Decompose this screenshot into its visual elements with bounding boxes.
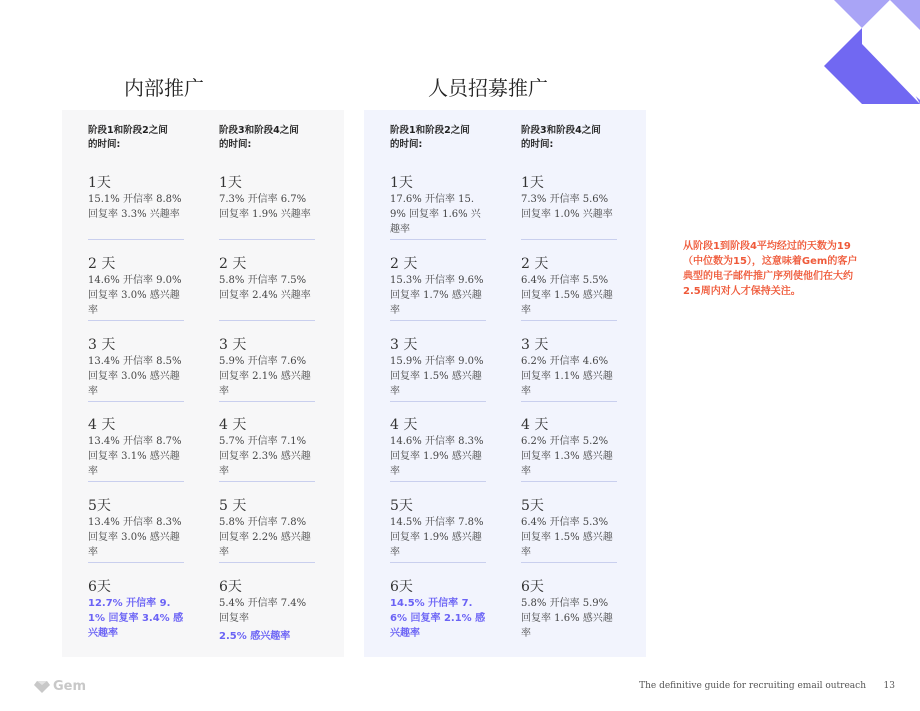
row-divider: [390, 401, 486, 402]
row-divider: [88, 481, 184, 482]
stage-column: [219, 124, 315, 642]
day-entry: [521, 174, 617, 222]
column-header: 阶段1和阶段2之间 的时间:: [88, 125, 168, 150]
footer-logo-text: Gem: [53, 679, 87, 694]
day-entry: [521, 255, 617, 318]
day-label: 1天: [88, 175, 111, 191]
day-label: 3 天: [88, 337, 116, 353]
day-label: 5 天: [219, 498, 247, 514]
day-stats: 5.8% 开信率 7.8% 回复率 2.2% 感兴趣率: [219, 517, 311, 558]
section-title-internal: 内部推广: [124, 76, 204, 100]
row-divider: [521, 401, 617, 402]
day-stats: 5.8% 开信率 7.5% 回复率 2.4% 兴趣率: [219, 275, 311, 301]
panel-recruiting: [364, 110, 646, 657]
panel-internal: [62, 110, 344, 657]
day-entry: [390, 497, 486, 560]
row-divider: [390, 481, 486, 482]
row-divider: [521, 239, 617, 240]
summary-note: 从阶段1到阶段4平均经过的天数为19（中位数为15），这意味着Gem的客户典型的电子邮件推广序列使他们在大约2.5周内对人才保持关注。: [683, 241, 858, 297]
day-label: 4 天: [219, 417, 247, 433]
page-number: 13: [883, 681, 895, 691]
day-stats: 7.3% 开信率 6.7% 回复率 1.9% 兴趣率: [219, 194, 311, 220]
row-divider: [219, 562, 315, 563]
row-divider: [521, 481, 617, 482]
day-label: 2 天: [88, 256, 116, 272]
footer-logo: [34, 679, 86, 694]
row-divider: [88, 239, 184, 240]
row-divider: [88, 401, 184, 402]
day-entry: [219, 336, 315, 399]
day-stats: 5.8% 开信率 5.9% 回复率 1.6% 感兴趣率: [521, 598, 613, 639]
day-label: 2 天: [219, 256, 247, 272]
day-stats: 13.4% 开信率 8.5% 回复率 3.0% 感兴趣率: [88, 356, 182, 397]
day-stats: 6.2% 开信率 5.2% 回复率 1.3% 感兴趣率: [521, 436, 613, 477]
day-entry: [88, 336, 184, 399]
row-divider: [219, 401, 315, 402]
day-stats: 6.4% 开信率 5.5% 回复率 1.5% 感兴趣率: [521, 275, 613, 316]
column-header: 阶段3和阶段4之间 的时间:: [219, 125, 299, 150]
day-label: 2 天: [521, 256, 549, 272]
day-stats: 5.9% 开信率 7.6% 回复率 2.1% 感兴趣率: [219, 356, 311, 397]
day-label: 5天: [521, 498, 544, 514]
row-divider: [390, 239, 486, 240]
row-divider: [219, 320, 315, 321]
day-label: 6天: [219, 579, 242, 595]
day-label: 4 天: [390, 417, 418, 433]
day-entry: [521, 578, 617, 641]
day-label: 5天: [390, 498, 413, 514]
day-entry: [219, 578, 315, 644]
day-label: 3 天: [390, 337, 418, 353]
day-stats: 12.7% 开信率 9.1% 回复率 3.4% 感兴趣率: [88, 598, 184, 639]
day-stats: 13.4% 开信率 8.3% 回复率 3.0% 感兴趣率: [88, 517, 182, 558]
day-entry: [390, 578, 486, 641]
day-stats: 14.6% 开信率 8.3% 回复率 1.9% 感兴趣率: [390, 436, 484, 477]
day-label: 1天: [219, 175, 242, 191]
day-entry: [219, 497, 315, 560]
day-stats: 14.5% 开信率 7.6% 回复率 2.1% 感兴趣率: [390, 598, 486, 639]
column-header: 阶段3和阶段4之间 的时间:: [521, 125, 601, 150]
day-label: 2 天: [390, 256, 418, 272]
day-stats: 5.7% 开信率 7.1% 回复率 2.3% 感兴趣率: [219, 436, 311, 477]
day-stats-highlight: 2.5% 感兴趣率: [219, 631, 291, 642]
day-entry: [219, 416, 315, 479]
day-label: 4 天: [521, 417, 549, 433]
day-stats: 15.9% 开信率 9.0% 回复率 1.5% 感兴趣率: [390, 356, 484, 397]
day-entry: [88, 497, 184, 560]
row-divider: [88, 320, 184, 321]
day-label: 6天: [390, 579, 413, 595]
day-entry: [521, 336, 617, 399]
day-label: 4 天: [88, 417, 116, 433]
row-divider: [219, 239, 315, 240]
corner-triangles-decoration: [810, 0, 920, 110]
day-stats: 14.6% 开信率 9.0% 回复率 3.0% 感兴趣率: [88, 275, 182, 316]
day-label: 1天: [390, 175, 413, 191]
row-divider: [219, 481, 315, 482]
column-header: 阶段1和阶段2之间 的时间:: [390, 125, 470, 150]
day-label: 1天: [521, 175, 544, 191]
day-stats: 15.1% 开信率 8.8% 回复率 3.3% 兴趣率: [88, 194, 182, 220]
day-entry: [219, 255, 315, 303]
day-stats: 6.4% 开信率 5.3% 回复率 1.5% 感兴趣率: [521, 517, 613, 558]
day-entry: [88, 578, 184, 641]
stage-column: [390, 124, 486, 639]
day-entry: [521, 497, 617, 560]
day-entry: [390, 416, 486, 479]
day-entry: [521, 416, 617, 479]
day-entry: [88, 416, 184, 479]
footer-guide-title: The definitive guide for recruiting email outreach: [639, 681, 866, 691]
day-label: 6天: [521, 579, 544, 595]
day-label: 3 天: [521, 337, 549, 353]
row-divider: [521, 320, 617, 321]
row-divider: [390, 320, 486, 321]
day-entry: [219, 174, 315, 222]
day-entry: [88, 174, 184, 222]
day-stats: 13.4% 开信率 8.7% 回复率 3.1% 感兴趣率: [88, 436, 182, 477]
day-stats: 14.5% 开信率 7.8% 回复率 1.9% 感兴趣率: [390, 517, 484, 558]
day-stats: 15.3% 开信率 9.6% 回复率 1.7% 感兴趣率: [390, 275, 484, 316]
day-label: 3 天: [219, 337, 247, 353]
day-stats: 6.2% 开信率 4.6% 回复率 1.1% 感兴趣率: [521, 356, 613, 397]
gem-icon: [34, 681, 50, 693]
row-divider: [88, 562, 184, 563]
day-entry: [390, 255, 486, 318]
day-label: 6天: [88, 579, 111, 595]
day-entry: [88, 255, 184, 318]
row-divider: [521, 562, 617, 563]
section-title-recruiting: 人员招募推广: [428, 76, 548, 100]
row-divider: [390, 562, 486, 563]
day-stats: 5.4% 开信率 7.4% 回复率: [219, 598, 307, 624]
stage-column: [88, 124, 184, 639]
day-entry: [390, 174, 486, 237]
day-label: 5天: [88, 498, 111, 514]
day-stats: 7.3% 开信率 5.6% 回复率 1.0% 兴趣率: [521, 194, 613, 220]
day-entry: [390, 336, 486, 399]
stage-column: [521, 124, 617, 639]
day-stats: 17.6% 开信率 15.9% 回复率 1.6% 兴趣率: [390, 194, 481, 235]
